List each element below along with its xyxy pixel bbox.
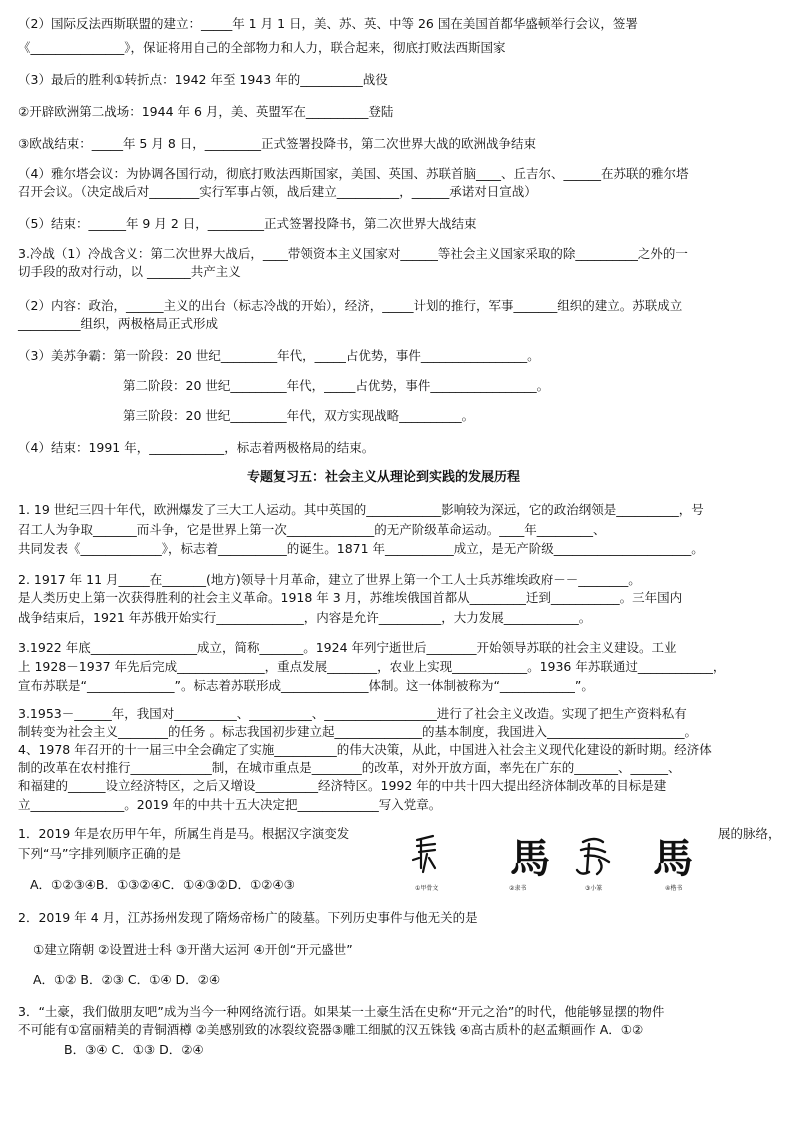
text-line: 和福建的______设立经济特区，之后又增设__________经济特区。1992 年的中共十四大提出经济体制改革的目标是建 — [18, 778, 667, 793]
question-1-continued: 展的脉络， — [718, 826, 781, 841]
text-line: 上 1928－1937 年先后完成______________，重点发展________，农业上实现____________。1936 年苏联通过____________， — [18, 659, 726, 674]
seal-script-horse-glyph — [577, 839, 609, 874]
question-1-options: A．①②③④B．①③②④C．①④③②D．①②④③ — [30, 877, 295, 892]
text-line: 第三阶段：20 世纪_________年代，双方实现战略__________。 — [123, 408, 475, 423]
text-line: 共同发表《_____________》，标志着___________的诞生。1871 年___________成立，是无产阶级______________________。 — [18, 541, 704, 556]
question-2-options: A．①② B．②③ C．①④ D．②④ — [33, 972, 221, 987]
question-1-line-2: 下列“马”字排列顺序正确的是 — [18, 846, 181, 861]
text-line: （5）结束：______年 9 月 2 日，_________正式签署投降书，第二次世界大战结束 — [18, 216, 477, 231]
horse-glyph-figure — [405, 828, 715, 898]
oracle-bone-horse-glyph — [413, 836, 435, 872]
text-line: （4）结束：1991 年，____________，标志着两极格局的结束。 — [18, 440, 375, 455]
text-line: 是人类历史上第一次获得胜利的社会主义革命。1918 年 3 月，苏维埃俄国首都从_________迁到___________。三年国内 — [18, 590, 683, 605]
clerical-script-horse-glyph: 馬 — [510, 835, 550, 882]
text-line: 3.冷战（1）冷战含义：第二次世界大战后，____带领资本主义国家对______等社会主义国家采取的除__________之外的一 — [18, 246, 688, 261]
question-3-options: B．③④ C．①③ D．②④ — [64, 1042, 204, 1057]
text-line: 立_______________。2019 年的中共十五大决定把_____________写入党章。 — [18, 797, 442, 812]
text-line: （3）最后的胜利①转折点：1942 年至 1943 年的__________战役 — [18, 72, 388, 87]
section-title: 专题复习五：社会主义从理论到实践的发展历程 — [247, 470, 521, 485]
text-line: 2. 1917 年 11 月_____在_______(地方)领导十月革命，建立了世界上第一个工人士兵苏维埃政府－－________。 — [18, 572, 641, 587]
text-line: 召工人为争取_______而斗争，它是世界上第一次______________的无产阶级革命运动。____年_________、 — [18, 522, 606, 537]
caption-seal: ③小篆 — [585, 885, 603, 892]
text-line: 1. 19 世纪三四十年代，欧洲爆发了三大工人运动。其中英国的____________影响较为深远，它的政治纲领是__________，号 — [18, 502, 704, 517]
text-line: 第二阶段：20 世纪_________年代，_____占优势，事件_________________。 — [123, 378, 550, 393]
text-line: 3.1922 年底_________________成立，简称_______。1924 年列宁逝世后________开始领导苏联的社会主义建设。工业 — [18, 640, 677, 655]
question-1: 1．2019 年是农历甲午年，所属生肖是马。根据汉字演变发 — [18, 826, 350, 841]
text-line: 制转变为社会主义________的任务 。标志我国初步建立起______________的基本制度，我国进入______________________。 — [18, 724, 697, 739]
question-2: 2．2019 年 4 月，江苏扬州发现了隋炀帝杨广的陵墓。下列历史事件与他无关的是 — [18, 910, 478, 925]
text-line: 宣布苏联是“______________”。标志着苏联形成______________体制。这一体制被称为“____________”。 — [18, 678, 594, 693]
caption-oracle-bone: ①甲骨文 — [415, 885, 439, 892]
question-3: 3．“土豪，我们做朋友吧”成为当今一种网络流行语。如果某一土豪生活在史称“开元之治”的时代，他能够显摆的物件 — [18, 1004, 665, 1019]
text-line: __________组织，两极格局正式形成 — [18, 316, 219, 331]
text-line: （2）内容：政治，______主义的出台（标志冷战的开始），经济，_____计划的推行，军事_______组织的建立。苏联成立 — [18, 298, 683, 313]
text-line: 召开会议。（决定战后对________实行军事占领，战后建立__________，______承诺对日宣战） — [18, 184, 537, 199]
text-line: 3.1953－______年，我国对__________、__________、__________________进行了社会主义改造。实现了把生产资料私有 — [18, 706, 687, 721]
question-2-items: ①建立隋朝 ②设置进士科 ③开凿大运河 ④开创“开元盛世” — [33, 942, 353, 957]
caption-regular: ④楷书 — [665, 885, 683, 892]
question-3-line-2: 不可能有①富丽精美的青铜酒樽 ②美感别致的冰裂纹瓷器③雕工细腻的汉五铢钱 ④高古质朴的赵孟頫画作 A．①② — [18, 1022, 644, 1037]
regular-script-horse-glyph: 馬 — [653, 835, 693, 882]
text-line: 制的改革在农村推行_____________制，在城市重点是________的改革，对外开放方面，率先在广东的_______、______、 — [18, 760, 681, 775]
text-line: 切手段的敌对行动，以 _______共产主义 — [18, 264, 241, 279]
text-line: （2）国际反法西斯联盟的建立：_____年 1 月 1 日，美、苏、英、中等 26 国在美国首都华盛顿举行会议，签署 — [18, 16, 638, 31]
text-line: （3）美苏争霸：第一阶段：20 世纪_________年代，_____占优势，事件_________________。 — [18, 348, 540, 363]
caption-clerical: ②隶书 — [509, 885, 527, 892]
text-line: 战争结束后，1921 年苏俄开始实行______________，内容是允许__________，大力发展____________。 — [18, 610, 592, 625]
text-line: ③欧战结束：_____年 5 月 8 日，_________正式签署投降书，第二次世界大战的欧洲战争结束 — [18, 136, 537, 151]
text-line: 《_______________》，保证将用自己的全部物力和人力，联合起来，彻底打败法西斯国家 — [18, 40, 506, 55]
text-line: （4）雅尔塔会议：为协调各国行动，彻底打败法西斯国家，美国、英国、苏联首脑____、丘吉尔、______在苏联的雅尔塔 — [18, 166, 689, 181]
text-line: 4、1978 年召开的十一届三中全会确定了实施__________的伟大决策，从此，中国进入社会主义现代化建设的新时期。经济体 — [18, 742, 712, 757]
text-line: ②开辟欧洲第二战场：1944 年 6 月，美、英盟军在__________登陆 — [18, 104, 394, 119]
